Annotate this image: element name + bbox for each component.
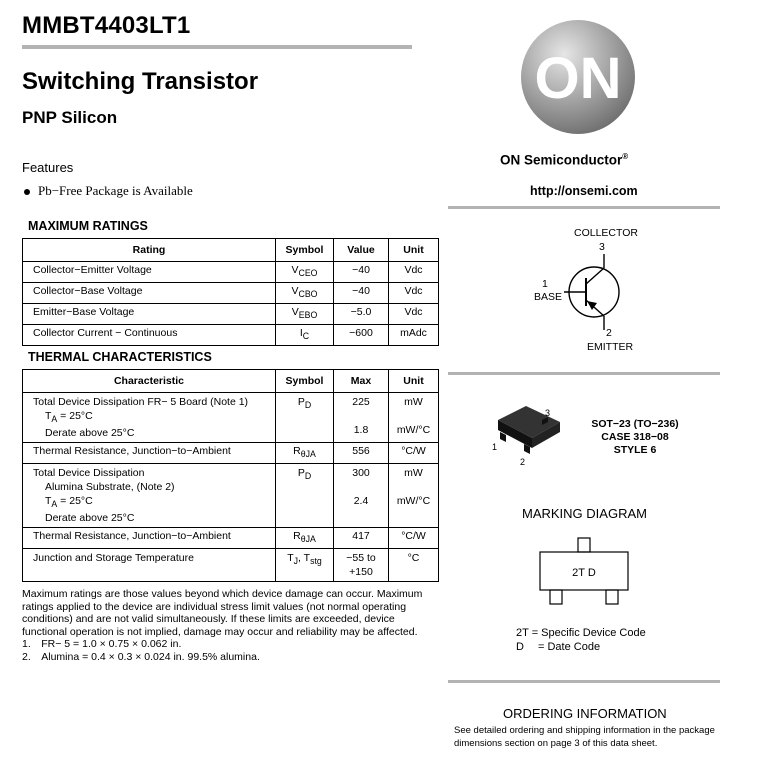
pkg-pin-2: 2 (520, 457, 526, 467)
note-1: 1. FR− 5 = 1.0 × 0.75 × 0.062 in. (22, 638, 182, 650)
footnote-paragraph: Maximum ratings are those values beyond which device damage can occur. Maximum ratings applied to the device are individual stress limit values (not normal operating conditions) and are not valid simultaneously. If these limits are exceeded, device functional operation is not implied, damage may occur and reliability may be affected. (22, 588, 423, 638)
table-row: Collector Current − Continuous $I_C$ −600 mAdc (23, 325, 439, 346)
ordering-heading: ORDERING INFORMATION (503, 706, 667, 721)
col-unit: Unit (389, 239, 439, 262)
max-ratings-heading: MAXIMUM RATINGS (28, 219, 148, 233)
transistor-schematic (520, 222, 680, 357)
page-title: Switching Transistor (22, 68, 259, 95)
page-subtitle: PNP Silicon (22, 108, 118, 127)
package-info: SOT−23 (TO−236) CASE 318−08 STYLE 6 (591, 418, 679, 456)
table-row: Thermal Resistance, Junction−to−Ambient $R_{\theta JA}$ 556 °C/W (23, 443, 439, 464)
marking-heading: MARKING DIAGRAM (522, 506, 647, 521)
ordering-text: See detailed ordering and shipping information in the package dimensions section on page 3 of this data sheet. (454, 725, 715, 749)
bullet-icon (24, 189, 30, 195)
pin-1-label: 1 (542, 278, 548, 290)
pkg-pin-1: 1 (492, 442, 498, 452)
divider (448, 206, 720, 209)
table-row: Thermal Resistance, Junction−to−Ambient $R_{\theta JA}$ 417 °C/W (23, 528, 439, 549)
footnotes (22, 588, 440, 663)
brand-name: ON Semiconductor® (500, 152, 629, 168)
table-row: Collector−Emitter Voltage $V_{CEO}$ −40 Vdc (23, 262, 439, 283)
table-row: Junction and Storage Temperature $T_J$, $T_{stg}$ −55 to +150 °C (23, 549, 439, 582)
pkg-pin-3: 3 (545, 408, 551, 418)
marking-legend: 2T = Specific Device Code D = Date Code (516, 627, 646, 653)
col-symbol: Symbol (276, 370, 334, 393)
pin-2-label: 2 (606, 327, 612, 339)
features-heading: Features (22, 160, 74, 175)
max-ratings-table (22, 238, 439, 346)
website-link[interactable]: http://onsemi.com (530, 184, 638, 198)
table-row: Collector−Base Voltage $V_{CBO}$ −40 Vdc (23, 283, 439, 304)
part-number: MMBT4403LT1 (22, 12, 191, 39)
logo-text: ON (534, 46, 622, 111)
thermal-heading: THERMAL CHARACTERISTICS (28, 350, 212, 364)
base-label: BASE (534, 291, 563, 303)
feature-item: Pb−Free Package is Available (24, 183, 193, 199)
col-rating: Rating (23, 239, 276, 262)
table-row: Emitter−Base Voltage $V_{EBO}$ −5.0 Vdc (23, 304, 439, 325)
header-divider (22, 45, 412, 49)
on-logo (519, 18, 637, 136)
note-2: 2. Alumina = 0.4 × 0.3 × 0.024 in. 99.5% alumina. (22, 650, 260, 663)
col-max: Max (334, 370, 389, 393)
col-value: Value (334, 239, 389, 262)
table-row: Total Device Dissipation Alumina Substrate, (Note 2) $T_A = 25^\circ C$ Derate above 25°C $P_D$ 300 2.4 mW mW/°C (23, 464, 439, 528)
col-symbol: Symbol (276, 239, 334, 262)
col-unit: Unit (389, 370, 439, 393)
divider (448, 372, 720, 375)
col-characteristic: Characteristic (23, 370, 276, 393)
divider (448, 680, 720, 683)
thermal-table (22, 369, 439, 582)
emitter-label: EMITTER (587, 341, 634, 353)
sot23-package-icon (486, 398, 576, 470)
collector-label: COLLECTOR (574, 227, 638, 239)
pin-3-label: 3 (599, 241, 605, 253)
table-row: Total Device Dissipation FR− 5 Board (Note 1) $T_A = 25^\circ C$ Derate above 25°C $P_D$ 225 1.8 mW mW/°C (23, 393, 439, 443)
marking-code: 2T D (572, 567, 596, 579)
marking-diagram (536, 536, 632, 608)
